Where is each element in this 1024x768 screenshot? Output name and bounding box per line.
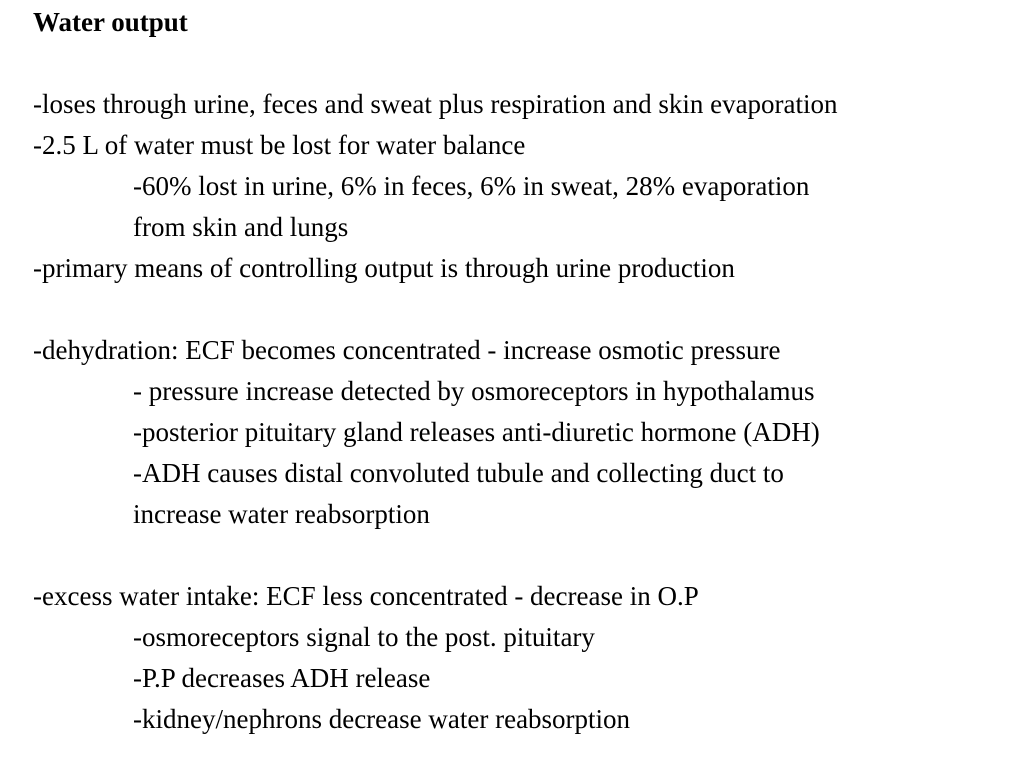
text-line-indented: -60% lost in urine, 6% in feces, 6% in sweat, 28% evaporation	[133, 171, 810, 201]
text-line: -excess water intake: ECF less concentrated - decrease in O.P	[33, 581, 699, 611]
text-line: -2.5 L of water must be lost for water balance	[33, 130, 526, 160]
text-line-indented: from skin and lungs	[133, 212, 349, 242]
text-line-indented: - pressure increase detected by osmoreceptors in hypothalamus	[133, 376, 815, 406]
text-line: -dehydration: ECF becomes concentrated - increase osmotic pressure	[33, 335, 781, 365]
text-line-indented: increase water reabsorption	[133, 499, 430, 529]
text-line: -primary means of controlling output is through urine production	[33, 253, 735, 283]
document-title: Water output	[33, 7, 188, 37]
text-line: -loses through urine, feces and sweat plus respiration and skin evaporation	[33, 89, 838, 119]
text-line-indented: -ADH causes distal convoluted tubule and collecting duct to	[133, 458, 784, 488]
text-line-indented: -posterior pituitary gland releases anti-diuretic hormone (ADH)	[133, 417, 820, 447]
text-line-indented: -kidney/nephrons decrease water reabsorption	[133, 704, 631, 734]
text-line-indented: -osmoreceptors signal to the post. pituitary	[133, 622, 595, 652]
text-line-indented: -P.P decreases ADH release	[133, 663, 431, 693]
